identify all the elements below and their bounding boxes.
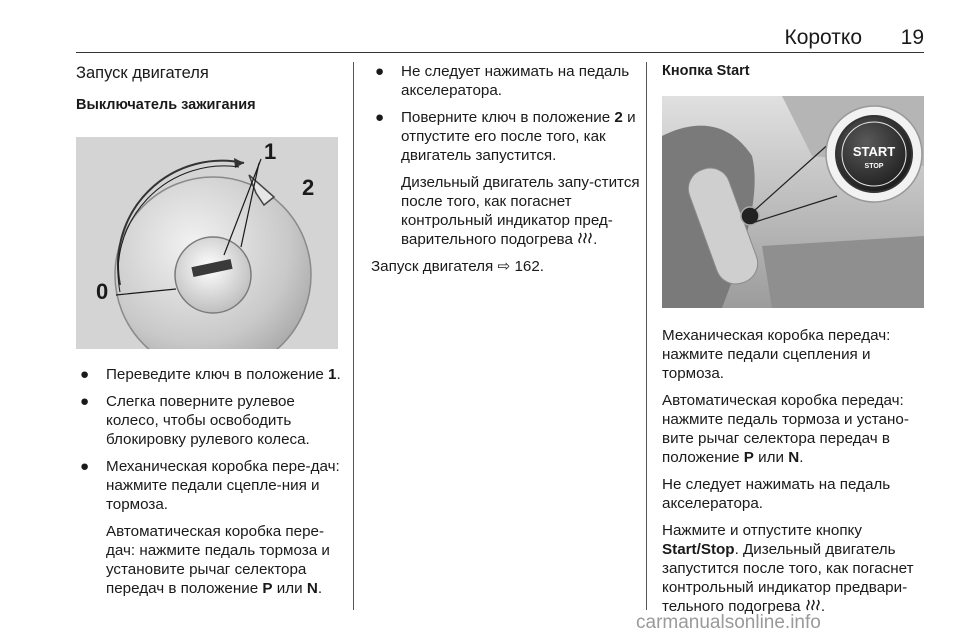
- bullet: ●: [375, 109, 385, 126]
- bullet: ●: [375, 63, 385, 80]
- ignition-switch-heading: Выключатель зажигания: [76, 97, 256, 113]
- column-divider: [646, 62, 647, 610]
- start-button-photo: [662, 96, 924, 308]
- paragraph: Автоматическая коробка передач: нажмите педаль тормоза и устано-вите рычаг селектора передач в положение P или N.: [662, 392, 909, 466]
- column-divider: [353, 62, 354, 610]
- ignition-switch-diagram: [76, 137, 338, 349]
- position-label-2: 2: [302, 175, 315, 200]
- start-label: START: [852, 144, 896, 159]
- list-item: ● Слегка поверните рулевое колесо, чтобы освободить блокировку рулевого колеса.: [80, 393, 310, 448]
- cross-reference[interactable]: Запуск двигателя ⇨ 162.: [371, 258, 545, 275]
- reference-arrow-icon: ⇨: [497, 258, 511, 275]
- page-title: Коротко: [784, 26, 862, 49]
- glow-plug-icon: [577, 231, 593, 245]
- bullet: ●: [80, 458, 90, 475]
- list-item: ● Переведите ключ в положение 1.: [80, 366, 341, 383]
- bullet: ●: [80, 366, 90, 383]
- position-label-0: 0: [96, 279, 109, 304]
- right-column: [662, 62, 930, 624]
- middle-column: [371, 62, 641, 284]
- page-number: 19: [900, 26, 924, 49]
- list-item-detail: Автоматическая коробка пере-дач: нажмите педаль тормоза и установите рычаг селектора передач в положение P или N.: [106, 523, 330, 597]
- list-item-detail: Дизельный двигатель запу-стится после того, как погаснет контрольный индикатор пред-варительного подогрева .: [401, 174, 640, 248]
- list-item: ● Не следует нажимать на педаль акселератора.: [375, 63, 630, 99]
- paragraph: Механическая коробка передач: нажмите педали сцепления и тормоза.: [662, 327, 891, 382]
- section-heading: Запуск двигателя: [76, 64, 209, 82]
- glow-plug-icon: [805, 598, 821, 612]
- list-item: ● Поверните ключ в положение 2 и отпустите его после того, как двигатель запустится.: [375, 109, 636, 164]
- watermark: carmanualsonline.info: [636, 612, 821, 633]
- stop-label: STOP: [864, 163, 884, 170]
- list-item: ● Механическая коробка пере-дач: нажмите педали сцепле-ния и тормоза.: [80, 458, 340, 513]
- reference-page: 162.: [514, 258, 545, 275]
- start-button-heading: Кнопка Start: [662, 63, 750, 79]
- position-label-1: 1: [264, 139, 277, 164]
- bullet: ●: [80, 393, 90, 410]
- page-header: [76, 20, 924, 53]
- paragraph: Не следует нажимать на педаль акселератора.: [662, 476, 891, 512]
- paragraph: Нажмите и отпустите кнопку Start/Stop. Дизельный двигатель запустится после того, как погаснет контрольный индикатор предвари-тельного подогрева .: [662, 522, 914, 615]
- left-column: [76, 62, 346, 606]
